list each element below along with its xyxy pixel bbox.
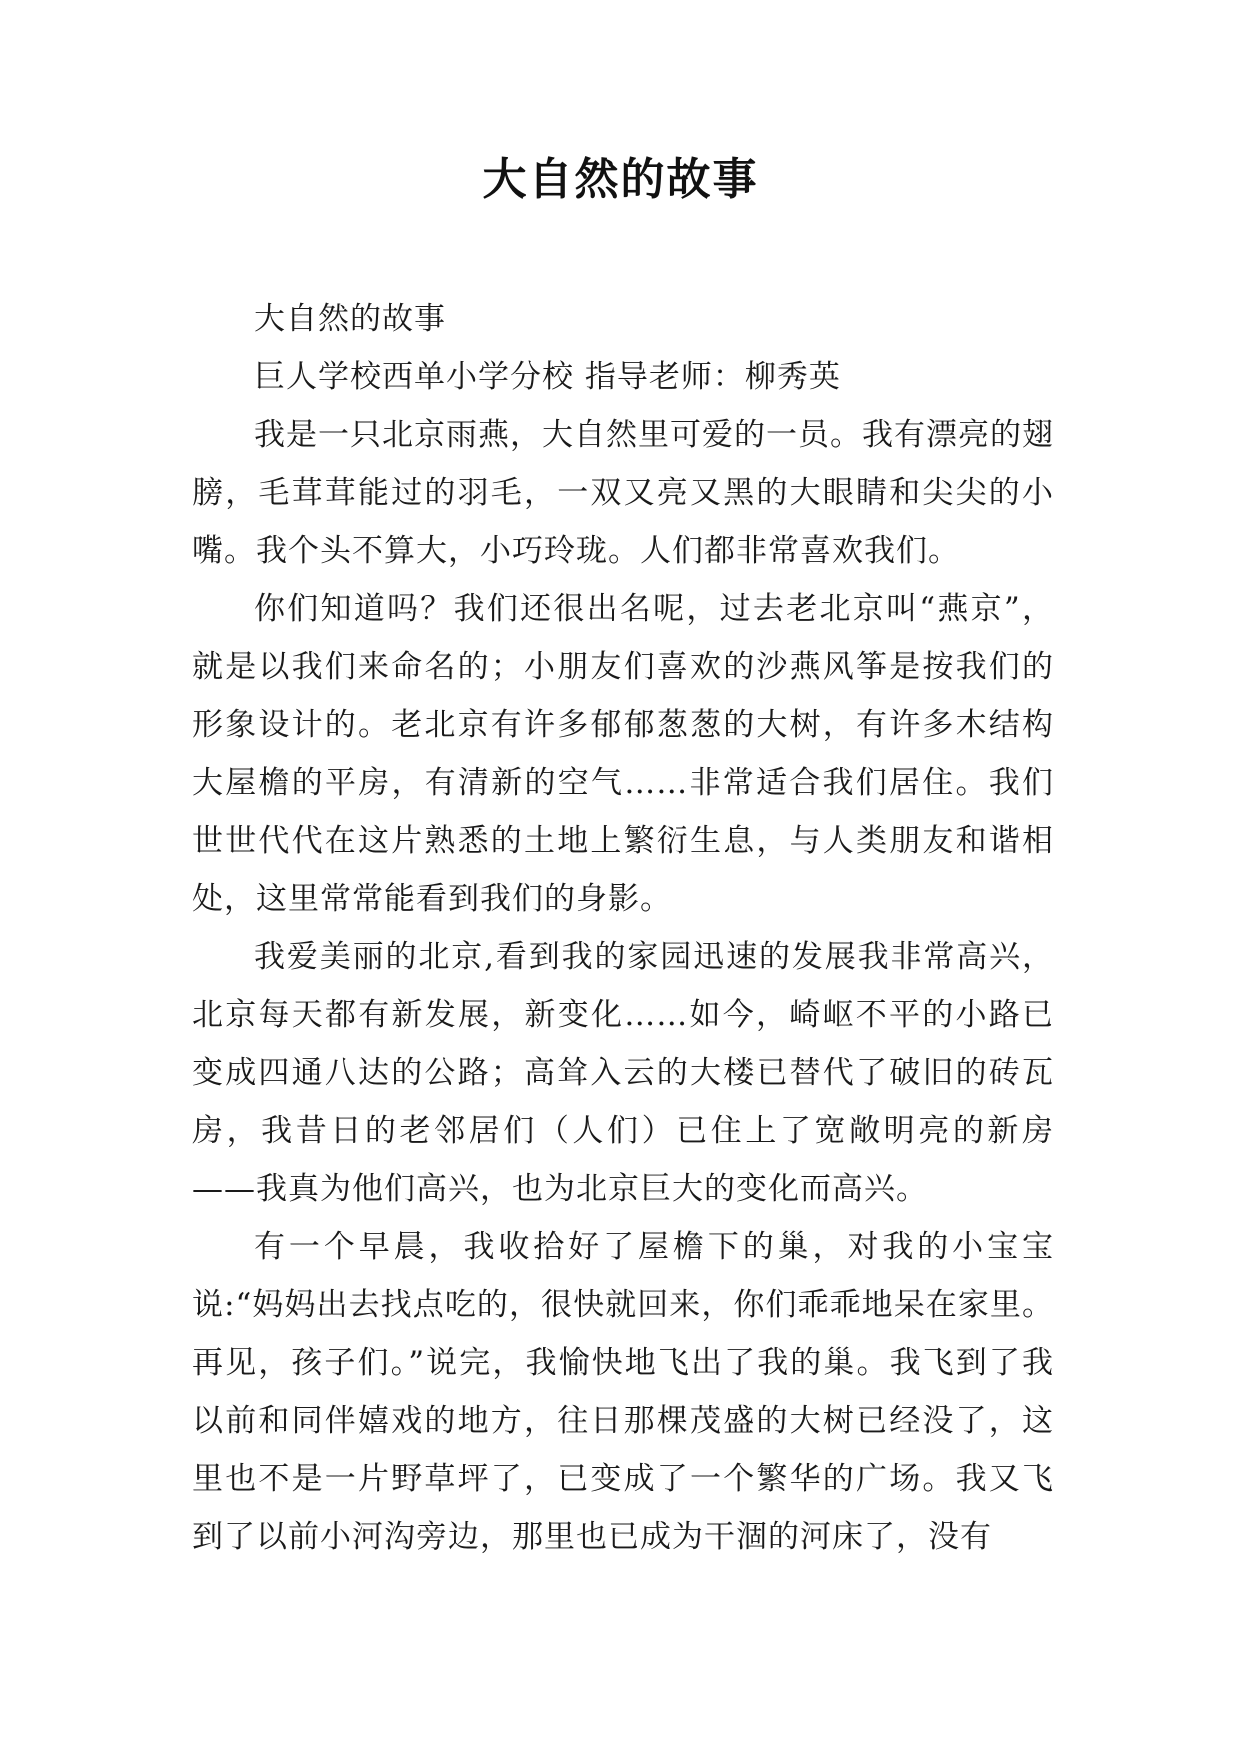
- paragraph-subtitle: 大自然的故事: [254, 301, 446, 337]
- paragraph: 你们知道吗？我们还很出名呢，过去老北京叫“燕京”，就是以我们来命名的；小朋友们喜欢的沙燕风筝是按我们的形象设计的。老北京有许多郁郁葱葱的大树，有许多木结构大屋檐的平房，有清新的空气……非常适合我们居住。我们世世代代在这片熟悉的土地上繁衍生息，与人类朋友和谐相处，这里常常能看到我们的身影。: [192, 591, 1054, 917]
- paragraph: 有一个早晨，我收拾好了屋檐下的巢，对我的小宝宝说:“妈妈出去找点吃的，很快就回来，你们乖乖地呆在家里。再见，孩子们。”说完，我愉快地飞出了我的巢。我飞到了我以前和同伴嬉戏的地方，往日那棵茂盛的大树已经没了，这里也不是一片野草坪了，已变成了一个繁华的广场。我又飞到了以前小河沟旁边，那里也已成为干涸的河床了，没有: [192, 1229, 1054, 1555]
- paragraph: 我爱美丽的北京,看到我的家园迅速的发展我非常高兴，北京每天都有新发展，新变化……如今，崎岖不平的小路已变成四通八达的公路；高耸入云的大楼已替代了破旧的砖瓦房，我昔日的老邻居们（人们）已住上了宽敞明亮的新房——我真为他们高兴，也为北京巨大的变化而高兴。: [192, 939, 1054, 1207]
- paragraph-author: 巨人学校西单小学分校 指导老师：柳秀英: [254, 359, 841, 395]
- paragraph: 我是一只北京雨燕，大自然里可爱的一员。我有漂亮的翅膀，毛茸茸能过的羽毛，一双又亮又黑的大眼睛和尖尖的小嘴。我个头不算大，小巧玲珑。人们都非常喜欢我们。: [192, 417, 1054, 569]
- document-title: 大自然的故事: [482, 154, 759, 205]
- document-body: [192, 290, 1054, 1566]
